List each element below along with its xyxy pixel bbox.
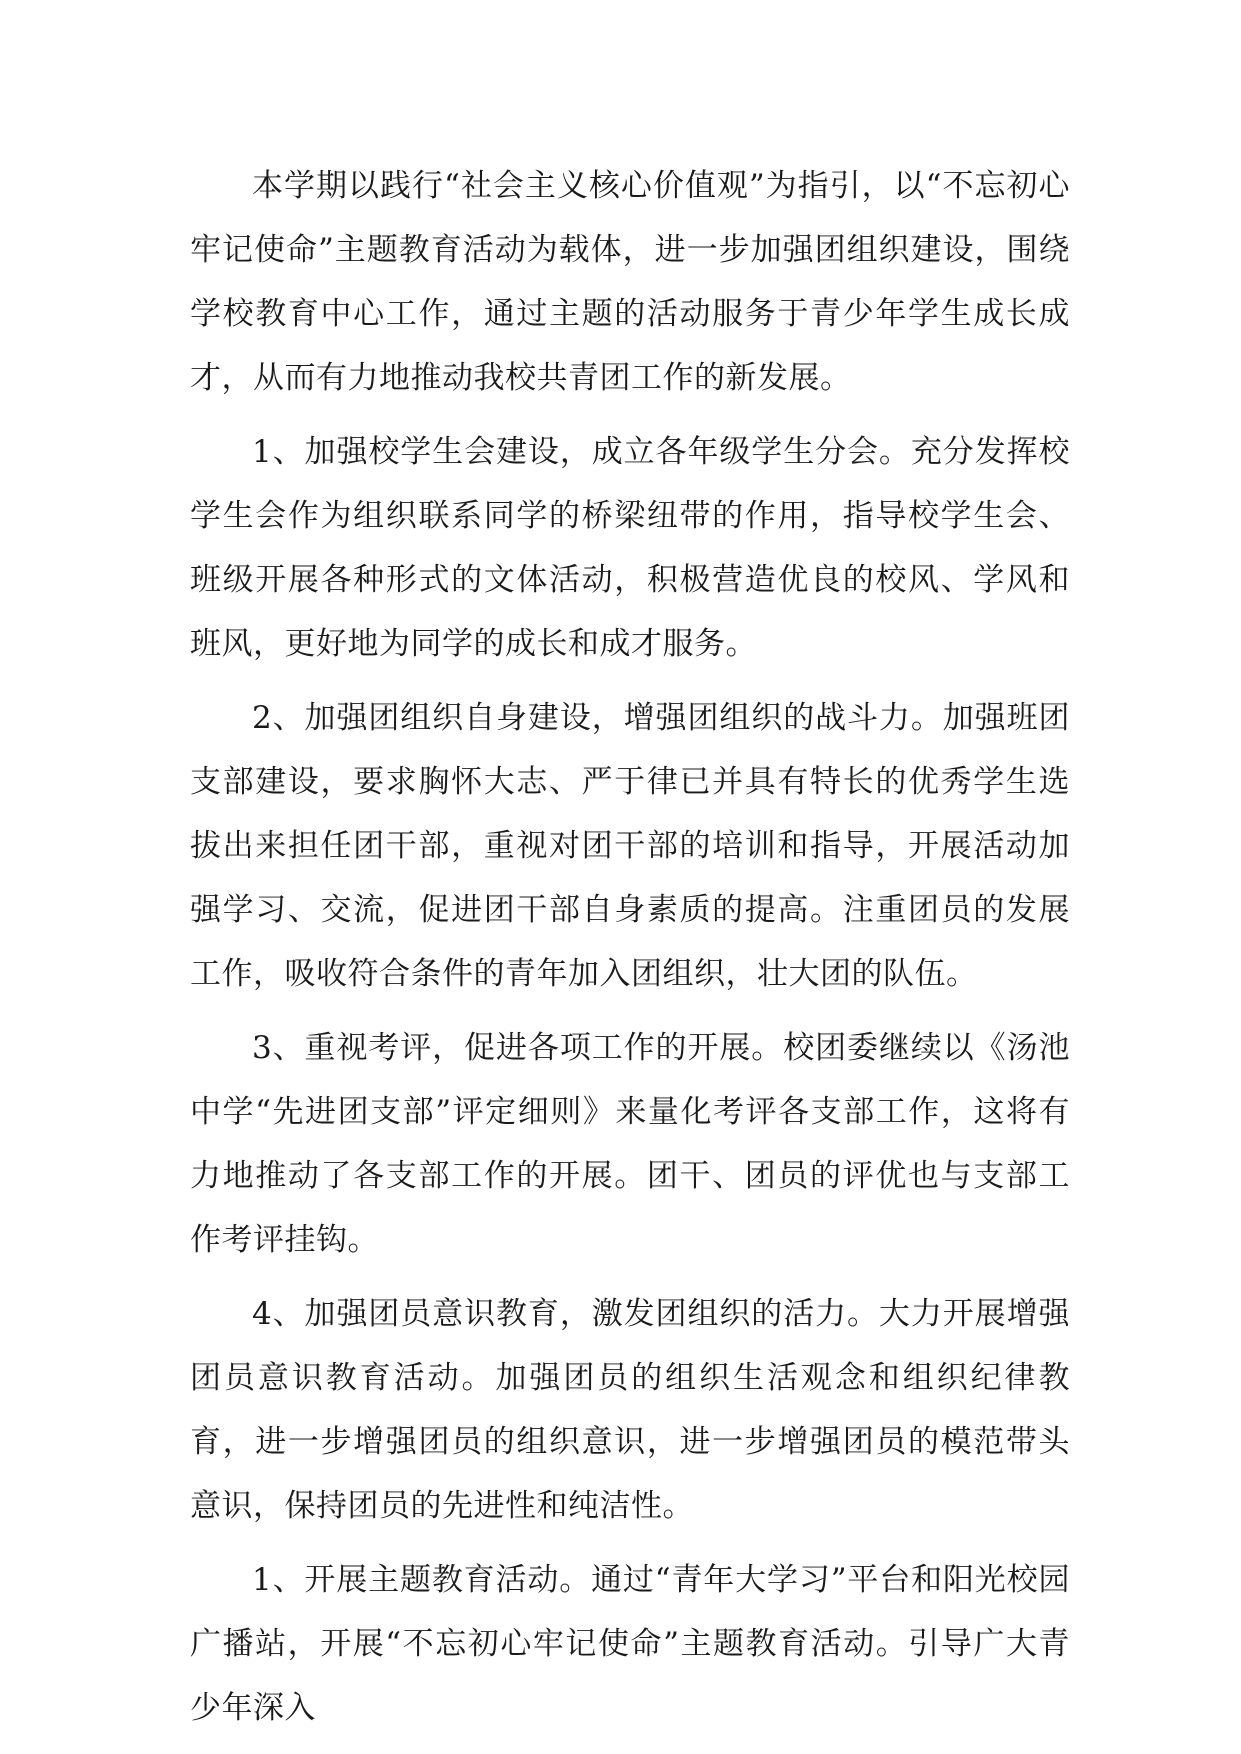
document-body [190,154,1070,1750]
intro-paragraph: 本学期以践行“社会主义核心价值观”为指引，以“不忘初心牢记使命”主题教育活动为载体，进一步加强团组织建设，围绕学校教育中心工作，通过主题的活动服务于青少年学生成长成才，从而有力地推动我校共青团工作的新发展。 [190,168,1070,396]
paragraph-league-organization: 2、加强团组织自身建设，增强团组织的战斗力。加强班团支部建设，要求胸怀大志、严于律已并具有特长的优秀学生选拔出来担任团干部，重视对团干部的培训和指导，开展活动加强学习、交流，促进团干部自身素质的提高。注重团员的发展工作，吸收符合条件的青年加入团组织，壮大团的队伍。 [190,700,1070,992]
paragraph-evaluation: 3、重视考评，促进各项工作的开展。校团委继续以《汤池中学“先进团支部”评定细则》来量化考评各支部工作，这将有力地推动了各支部工作的开展。团干、团员的评优也与支部工作考评挂钩。 [190,1030,1070,1258]
paragraph-student-union: 1、加强校学生会建设，成立各年级学生分会。充分发挥校学生会作为组织联系同学的桥梁纽带的作用，指导校学生会、班级开展各种形式的文体活动，积极营造优良的校风、学风和班风，更好地为同学的成长和成才服务。 [190,434,1070,662]
paragraph-theme-education: 1、开展主题教育活动。通过“青年大学习”平台和阳光校园广播站，开展“不忘初心牢记使命”主题教育活动。引导广大青少年深入 [190,1562,1070,1726]
paragraph-member-awareness: 4、加强团员意识教育，激发团组织的活力。大力开展增强团员意识教育活动。加强团员的组织生活观念和组织纪律教育，进一步增强团员的组织意识，进一步增强团员的模范带头意识，保持团员的先进性和纯洁性。 [190,1296,1070,1524]
